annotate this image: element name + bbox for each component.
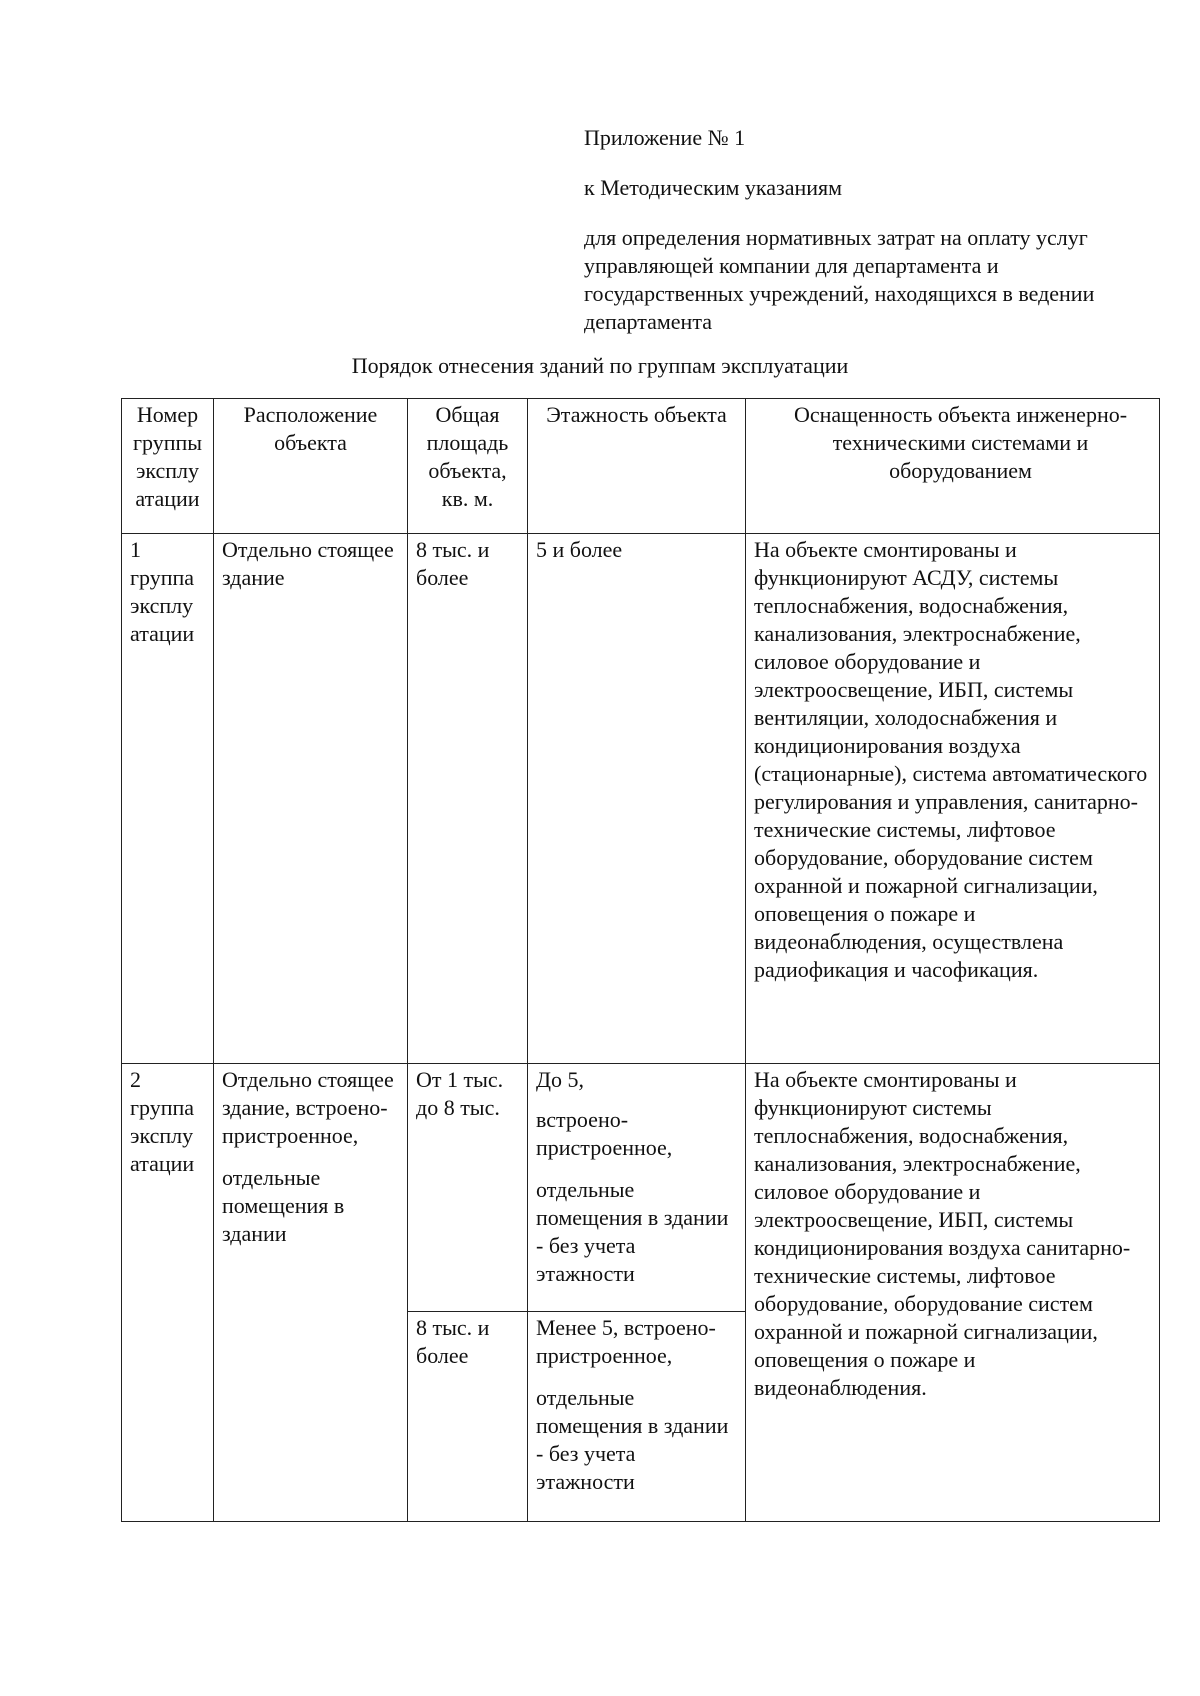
spacer (536, 1162, 737, 1176)
group-1-area: 8 тыс. и более (408, 534, 528, 1064)
group-2-floors-2 (528, 1312, 746, 1522)
spacer (222, 1150, 399, 1164)
group-2-floors-1a: До 5, (536, 1067, 585, 1092)
exploitation-groups-table (121, 398, 1160, 1522)
group-2-floors-2a: Менее 5, встроено-пристроенное, (536, 1315, 716, 1368)
group-2-location-b: отдельные помещения в здании (222, 1165, 345, 1246)
header-equipment: Оснащенность объекта инженерно-техническими системами и оборудованием (746, 399, 1160, 534)
group-2-location-a: Отдельно стоящее здание, встроено-пристроенное, (222, 1067, 394, 1148)
group-2-area-2: 8 тыс. и более (408, 1312, 528, 1522)
header-group-number: Номер группы эксплу атации (122, 399, 214, 534)
table-row (122, 1064, 1160, 1312)
group-1-number: 1 группа эксплу атации (122, 534, 214, 1064)
group-2-floors-2b: отдельные помещения в здании - без учета этажности (536, 1385, 729, 1494)
spacer (536, 1370, 737, 1384)
group-1-floors: 5 и более (528, 534, 746, 1064)
group-2-area-1: От 1 тыс. до 8 тыс. (408, 1064, 528, 1312)
group-1-location: Отдельно стоящее здание (214, 534, 408, 1064)
appendix-number: Приложение № 1 (584, 125, 746, 150)
group-2-floors-1c: отдельные помещения в здании - без учета этажности (536, 1177, 729, 1286)
appendix-purpose: для определения нормативных затрат на оплату услуг управляющей компании для департамента и государственных учреждений, находящихся в ведении департамента (584, 225, 1095, 334)
table-header-row (122, 399, 1160, 534)
header-area: Общая площадь объекта, кв. м. (408, 399, 528, 534)
group-2-number: 2 группа эксплу атации (122, 1064, 214, 1522)
group-2-location (214, 1064, 408, 1522)
table-row (122, 534, 1160, 1064)
appendix-reference: к Методическим указаниям (584, 175, 843, 200)
group-2-floors-1b: встроено-пристроенное, (536, 1107, 673, 1160)
document-title: Порядок отнесения зданий по группам эксплуатации (351, 353, 849, 378)
header-floors: Этажность объекта (528, 399, 746, 534)
group-1-equipment: На объекте смонтированы и функционируют АСДУ, системы теплоснабжения, водоснабжения, канализования, электроснабжение, силовое оборудование и электроосвещение, ИБП, системы вентиляции, холодоснабжения и кондиционирования воздуха (стационарные), система автоматического регулирования и управления, санитарно-технические системы, лифтовое оборудование, оборудование систем охранной и пожарной сигнализации, оповещения о пожаре и видеонаблюдения, осуществлена радиофикация и часофикация. (746, 534, 1160, 1064)
group-2-equipment: На объекте смонтированы и функционируют системы теплоснабжения, водоснабжения, канализования, электроснабжение, силовое оборудование и электроосвещение, ИБП, системы кондиционирования воздуха санитарно-технические системы, лифтовое оборудование, оборудование систем охранной и пожарной сигнализации, оповещения о пожаре и видеонаблюдения. (746, 1064, 1160, 1522)
group-2-floors-1 (528, 1064, 746, 1312)
header-location: Расположение объекта (214, 399, 408, 534)
